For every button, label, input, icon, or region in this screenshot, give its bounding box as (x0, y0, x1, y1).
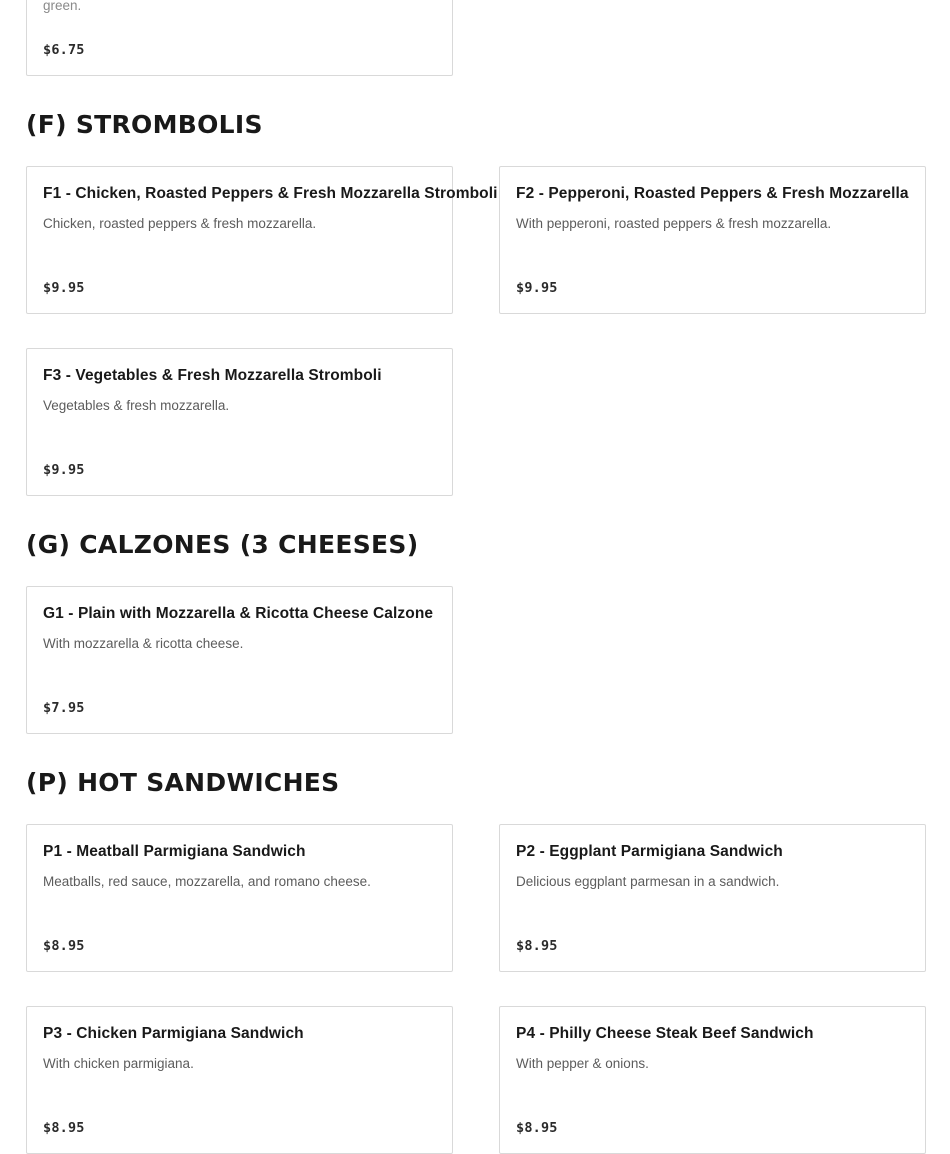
menu-item-card-p3[interactable] (26, 1006, 453, 1154)
section-heading-strombolis: (F) STROMBOLIS (26, 110, 263, 139)
menu-item-name: F3 - Vegetables & Fresh Mozzarella Stromboli (43, 367, 382, 384)
menu-item-name: F2 - Pepperoni, Roasted Peppers & Fresh Mozzarella (516, 185, 909, 202)
menu-item-name: P2 - Eggplant Parmigiana Sandwich (516, 843, 783, 860)
menu-item-description: Meatballs, red sauce, mozzarella, and romano cheese. (43, 874, 371, 889)
menu-item-card[interactable] (26, 0, 453, 76)
menu-item-name: G1 - Plain with Mozzarella & Ricotta Cheese Calzone (43, 605, 434, 622)
menu-item-card-p4[interactable] (499, 1006, 926, 1154)
menu-item-price: $9.95 (43, 280, 85, 296)
menu-item-card-f2[interactable] (499, 166, 926, 314)
menu-item-price: $7.95 (43, 700, 85, 716)
menu-item-price: $8.95 (516, 938, 558, 954)
menu-item-price: $8.95 (516, 1120, 558, 1136)
section-heading-hot-sandwiches: (P) HOT SANDWICHES (26, 768, 340, 797)
menu-item-description: green. (43, 0, 82, 13)
menu-item-description: With pepper & onions. (516, 1056, 649, 1071)
menu-item-description: With pepperoni, roasted peppers & fresh mozzarella. (516, 216, 832, 231)
menu-item-name: P3 - Chicken Parmigiana Sandwich (43, 1025, 304, 1042)
menu-item-price: $6.75 (43, 42, 85, 58)
menu-item-price: $8.95 (43, 938, 85, 954)
menu-item-card-p2[interactable] (499, 824, 926, 972)
section-heading-calzones: (G) CALZONES (3 CHEESES) (26, 530, 419, 559)
menu-item-description: Vegetables & fresh mozzarella. (43, 398, 230, 413)
menu-item-card-f1[interactable] (26, 166, 498, 314)
menu-item-price: $8.95 (43, 1120, 85, 1136)
menu-item-card-g1[interactable] (26, 586, 453, 734)
menu-item-price: $9.95 (516, 280, 558, 296)
menu-item-description: With chicken parmigiana. (43, 1056, 194, 1071)
menu-item-name: F1 - Chicken, Roasted Peppers & Fresh Mozzarella Stromboli (43, 185, 498, 202)
menu-item-card-f3[interactable] (26, 348, 453, 496)
menu-item-name: P4 - Philly Cheese Steak Beef Sandwich (516, 1025, 814, 1042)
menu-item-name: P1 - Meatball Parmigiana Sandwich (43, 843, 306, 860)
menu-item-description: With mozzarella & ricotta cheese. (43, 636, 244, 651)
menu-item-description: Chicken, roasted peppers & fresh mozzarella. (43, 216, 317, 231)
menu-item-description: Delicious eggplant parmesan in a sandwich. (516, 874, 780, 889)
menu-item-price: $9.95 (43, 462, 85, 478)
menu-item-card-p1[interactable] (26, 824, 453, 972)
